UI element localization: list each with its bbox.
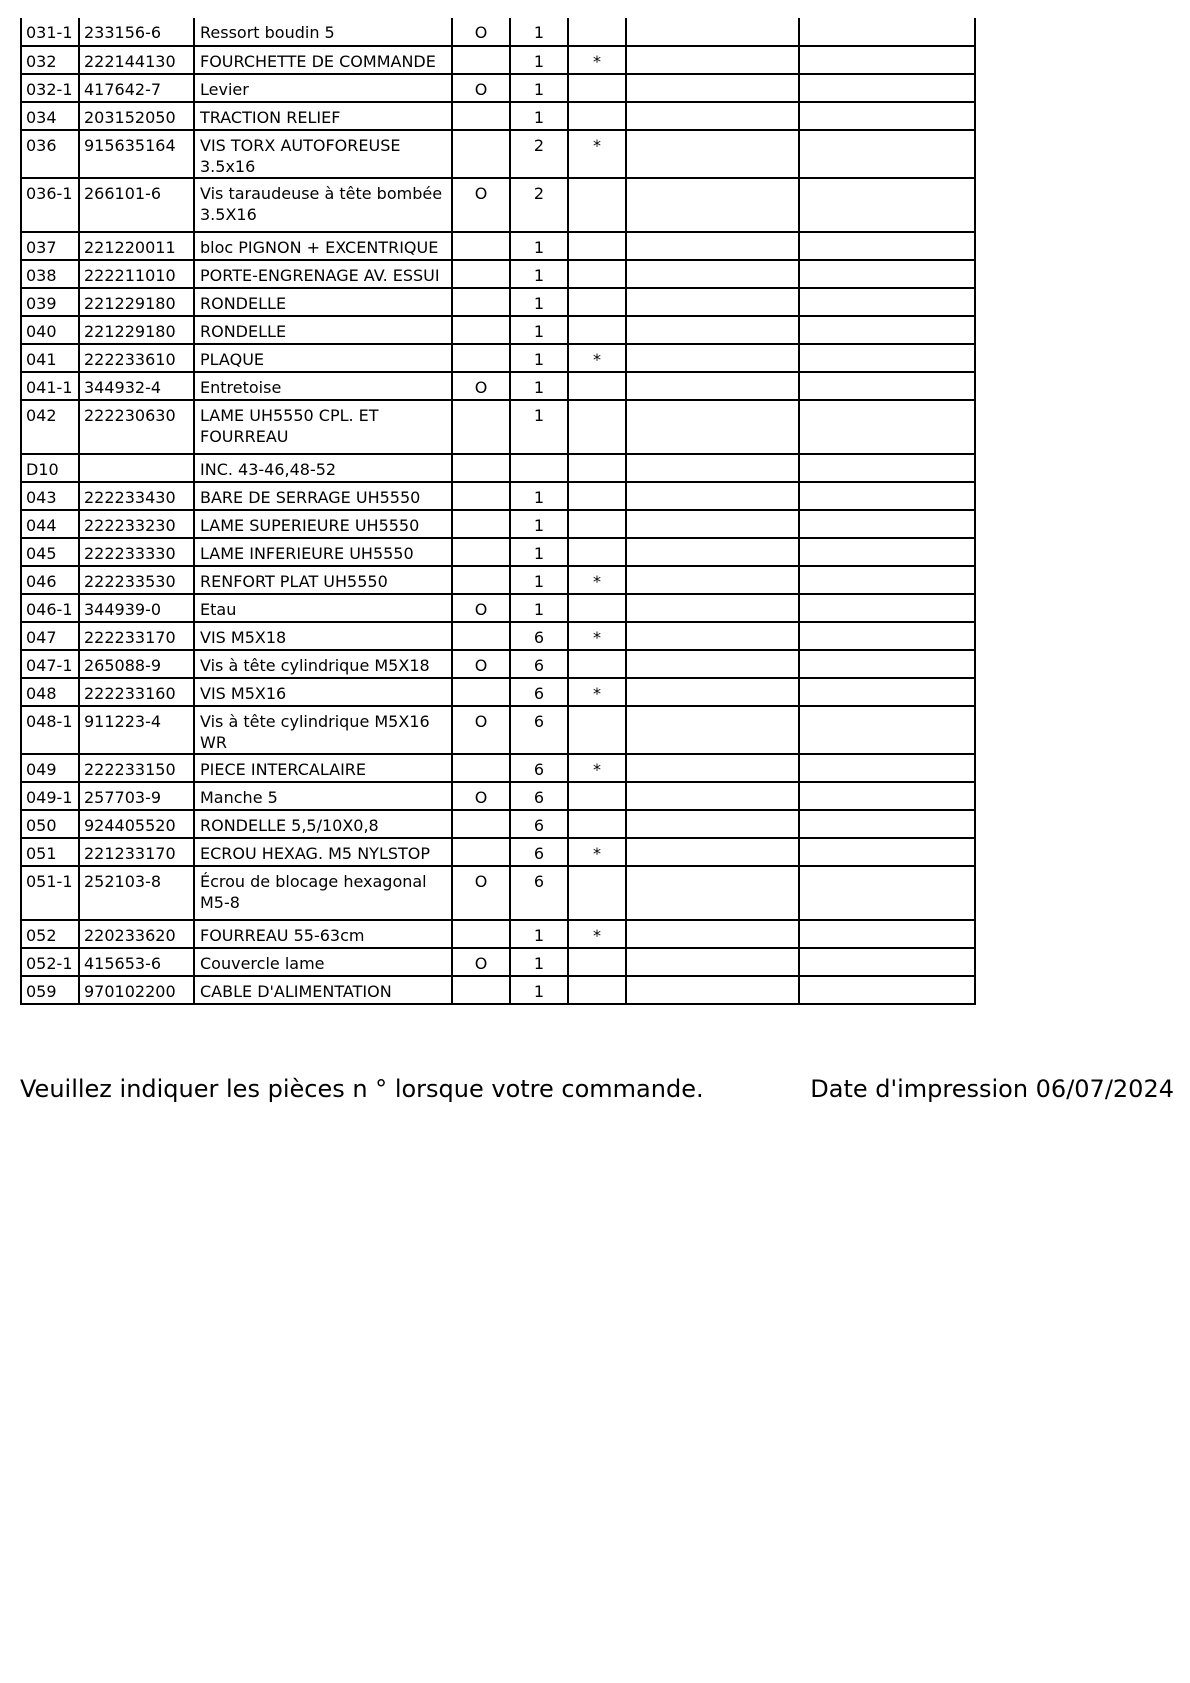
- parts-table-body: [21, 18, 975, 1004]
- empty-cell-1: [626, 810, 799, 838]
- description-cell: LAME INFERIEURE UH5550: [194, 538, 452, 566]
- description-cell: BARE DE SERRAGE UH5550: [194, 482, 452, 510]
- part-number-cell: 970102200: [79, 976, 194, 1004]
- ref-cell: 046-1: [21, 594, 79, 622]
- ref-cell: 051-1: [21, 866, 79, 920]
- table-row: [21, 316, 975, 344]
- empty-cell-2: [799, 510, 975, 538]
- table-row: [21, 866, 975, 920]
- ref-cell: 046: [21, 566, 79, 594]
- ref-cell: 038: [21, 260, 79, 288]
- empty-cell-1: [626, 288, 799, 316]
- table-row: [21, 232, 975, 260]
- part-number-cell: 344939-0: [79, 594, 194, 622]
- empty-cell-2: [799, 594, 975, 622]
- description-cell: Vis à tête cylindrique M5X18: [194, 650, 452, 678]
- table-row: [21, 344, 975, 372]
- mark-cell: *: [568, 754, 626, 782]
- empty-cell-1: [626, 706, 799, 754]
- empty-cell-1: [626, 372, 799, 400]
- ref-cell: 042: [21, 400, 79, 454]
- table-row: [21, 678, 975, 706]
- quantity-cell: 6: [510, 838, 568, 866]
- option-cell: [452, 566, 510, 594]
- empty-cell-1: [626, 74, 799, 102]
- empty-cell-2: [799, 866, 975, 920]
- description-cell: VIS TORX AUTOFOREUSE 3.5x16: [194, 130, 452, 178]
- ref-cell: 048: [21, 678, 79, 706]
- description-cell: LAME SUPERIEURE UH5550: [194, 510, 452, 538]
- empty-cell-2: [799, 344, 975, 372]
- empty-cell-1: [626, 344, 799, 372]
- empty-cell-1: [626, 538, 799, 566]
- description-cell: Écrou de blocage hexagonal M5-8: [194, 866, 452, 920]
- mark-cell: [568, 372, 626, 400]
- option-cell: [452, 288, 510, 316]
- option-cell: O: [452, 948, 510, 976]
- table-row: [21, 454, 975, 482]
- ref-cell: 050: [21, 810, 79, 838]
- description-cell: PORTE-ENGRENAGE AV. ESSUI: [194, 260, 452, 288]
- part-number-cell: 222144130: [79, 46, 194, 74]
- table-row: [21, 948, 975, 976]
- ref-cell: 036-1: [21, 178, 79, 232]
- table-row: [21, 372, 975, 400]
- empty-cell-2: [799, 316, 975, 344]
- empty-cell-1: [626, 178, 799, 232]
- ref-cell: 037: [21, 232, 79, 260]
- option-cell: [452, 622, 510, 650]
- empty-cell-1: [626, 754, 799, 782]
- mark-cell: [568, 650, 626, 678]
- part-number-cell: 222233530: [79, 566, 194, 594]
- quantity-cell: 1: [510, 538, 568, 566]
- part-number-cell: 915635164: [79, 130, 194, 178]
- empty-cell-2: [799, 260, 975, 288]
- mark-cell: [568, 74, 626, 102]
- part-number-cell: 344932-4: [79, 372, 194, 400]
- option-cell: [452, 232, 510, 260]
- empty-cell-1: [626, 46, 799, 74]
- option-cell: O: [452, 18, 510, 46]
- ref-cell: 045: [21, 538, 79, 566]
- table-row: [21, 130, 975, 178]
- empty-cell-2: [799, 650, 975, 678]
- description-cell: Couvercle lame: [194, 948, 452, 976]
- description-cell: TRACTION RELIEF: [194, 102, 452, 130]
- empty-cell-2: [799, 74, 975, 102]
- table-row: [21, 510, 975, 538]
- empty-cell-2: [799, 232, 975, 260]
- table-row: [21, 920, 975, 948]
- option-cell: [452, 538, 510, 566]
- table-row: [21, 74, 975, 102]
- option-cell: [452, 920, 510, 948]
- table-row: [21, 482, 975, 510]
- part-number-cell: 222233330: [79, 538, 194, 566]
- description-cell: PLAQUE: [194, 344, 452, 372]
- ref-cell: 048-1: [21, 706, 79, 754]
- quantity-cell: [510, 454, 568, 482]
- empty-cell-2: [799, 838, 975, 866]
- table-row: [21, 260, 975, 288]
- empty-cell-2: [799, 538, 975, 566]
- mark-cell: [568, 538, 626, 566]
- description-cell: VIS M5X16: [194, 678, 452, 706]
- option-cell: O: [452, 650, 510, 678]
- option-cell: [452, 510, 510, 538]
- ref-cell: 031-1: [21, 18, 79, 46]
- option-cell: [452, 46, 510, 74]
- empty-cell-2: [799, 566, 975, 594]
- option-cell: O: [452, 74, 510, 102]
- description-cell: ECROU HEXAG. M5 NYLSTOP: [194, 838, 452, 866]
- ref-cell: 049: [21, 754, 79, 782]
- part-number-cell: 203152050: [79, 102, 194, 130]
- part-number-cell: 222230630: [79, 400, 194, 454]
- option-cell: [452, 678, 510, 706]
- empty-cell-1: [626, 18, 799, 46]
- parts-table: [20, 18, 976, 1005]
- empty-cell-2: [799, 400, 975, 454]
- empty-cell-2: [799, 678, 975, 706]
- quantity-cell: 6: [510, 810, 568, 838]
- option-cell: [452, 260, 510, 288]
- quantity-cell: 1: [510, 566, 568, 594]
- mark-cell: [568, 706, 626, 754]
- empty-cell-2: [799, 920, 975, 948]
- empty-cell-1: [626, 482, 799, 510]
- mark-cell: [568, 316, 626, 344]
- empty-cell-2: [799, 754, 975, 782]
- mark-cell: *: [568, 838, 626, 866]
- description-cell: Manche 5: [194, 782, 452, 810]
- description-cell: RONDELLE: [194, 316, 452, 344]
- part-number-cell: [79, 454, 194, 482]
- option-cell: [452, 810, 510, 838]
- option-cell: O: [452, 866, 510, 920]
- description-cell: RENFORT PLAT UH5550: [194, 566, 452, 594]
- empty-cell-2: [799, 482, 975, 510]
- quantity-cell: 6: [510, 866, 568, 920]
- mark-cell: *: [568, 622, 626, 650]
- description-cell: CABLE D'ALIMENTATION: [194, 976, 452, 1004]
- ref-cell: 039: [21, 288, 79, 316]
- part-number-cell: 415653-6: [79, 948, 194, 976]
- table-row: [21, 566, 975, 594]
- mark-cell: *: [568, 920, 626, 948]
- option-cell: O: [452, 372, 510, 400]
- mark-cell: *: [568, 344, 626, 372]
- part-number-cell: 257703-9: [79, 782, 194, 810]
- empty-cell-2: [799, 102, 975, 130]
- quantity-cell: 6: [510, 622, 568, 650]
- description-cell: FOURCHETTE DE COMMANDE: [194, 46, 452, 74]
- option-cell: [452, 316, 510, 344]
- ref-cell: D10: [21, 454, 79, 482]
- empty-cell-2: [799, 372, 975, 400]
- ref-cell: 059: [21, 976, 79, 1004]
- empty-cell-1: [626, 594, 799, 622]
- table-row: [21, 810, 975, 838]
- empty-cell-2: [799, 948, 975, 976]
- option-cell: [452, 754, 510, 782]
- mark-cell: [568, 102, 626, 130]
- option-cell: [452, 976, 510, 1004]
- print-date: Date d'impression 06/07/2024: [810, 1075, 1174, 1103]
- description-cell: LAME UH5550 CPL. ET FOURREAU: [194, 400, 452, 454]
- order-note: Veuillez indiquer les pièces n ° lorsque votre commande.: [20, 1075, 704, 1103]
- part-number-cell: 265088-9: [79, 650, 194, 678]
- empty-cell-1: [626, 566, 799, 594]
- empty-cell-1: [626, 650, 799, 678]
- ref-cell: 036: [21, 130, 79, 178]
- quantity-cell: 6: [510, 650, 568, 678]
- table-row: [21, 976, 975, 1004]
- quantity-cell: 1: [510, 948, 568, 976]
- empty-cell-2: [799, 178, 975, 232]
- description-cell: Ressort boudin 5: [194, 18, 452, 46]
- quantity-cell: 1: [510, 288, 568, 316]
- quantity-cell: 1: [510, 18, 568, 46]
- empty-cell-1: [626, 130, 799, 178]
- mark-cell: *: [568, 678, 626, 706]
- option-cell: [452, 838, 510, 866]
- description-cell: VIS M5X18: [194, 622, 452, 650]
- mark-cell: [568, 232, 626, 260]
- part-number-cell: 221220011: [79, 232, 194, 260]
- part-number-cell: 220233620: [79, 920, 194, 948]
- part-number-cell: 252103-8: [79, 866, 194, 920]
- table-row: [21, 838, 975, 866]
- empty-cell-1: [626, 454, 799, 482]
- option-cell: [452, 454, 510, 482]
- ref-cell: 049-1: [21, 782, 79, 810]
- ref-cell: 032: [21, 46, 79, 74]
- description-cell: INC. 43-46,48-52: [194, 454, 452, 482]
- empty-cell-1: [626, 976, 799, 1004]
- mark-cell: [568, 288, 626, 316]
- table-row: [21, 782, 975, 810]
- mark-cell: [568, 948, 626, 976]
- mark-cell: *: [568, 566, 626, 594]
- empty-cell-1: [626, 510, 799, 538]
- empty-cell-2: [799, 976, 975, 1004]
- empty-cell-1: [626, 838, 799, 866]
- quantity-cell: 1: [510, 316, 568, 344]
- empty-cell-1: [626, 102, 799, 130]
- mark-cell: [568, 866, 626, 920]
- part-number-cell: 222233170: [79, 622, 194, 650]
- ref-cell: 052-1: [21, 948, 79, 976]
- empty-cell-1: [626, 400, 799, 454]
- table-row: [21, 18, 975, 46]
- table-row: [21, 622, 975, 650]
- table-row: [21, 754, 975, 782]
- option-cell: [452, 482, 510, 510]
- part-number-cell: 222233230: [79, 510, 194, 538]
- empty-cell-2: [799, 622, 975, 650]
- quantity-cell: 1: [510, 594, 568, 622]
- table-row: [21, 288, 975, 316]
- description-cell: Levier: [194, 74, 452, 102]
- option-cell: O: [452, 782, 510, 810]
- mark-cell: [568, 18, 626, 46]
- part-number-cell: 911223-4: [79, 706, 194, 754]
- quantity-cell: 1: [510, 46, 568, 74]
- quantity-cell: 1: [510, 400, 568, 454]
- mark-cell: [568, 482, 626, 510]
- table-row: [21, 178, 975, 232]
- part-number-cell: 222233610: [79, 344, 194, 372]
- option-cell: [452, 102, 510, 130]
- mark-cell: [568, 454, 626, 482]
- empty-cell-2: [799, 706, 975, 754]
- ref-cell: 047: [21, 622, 79, 650]
- quantity-cell: 1: [510, 372, 568, 400]
- ref-cell: 041-1: [21, 372, 79, 400]
- part-number-cell: 266101-6: [79, 178, 194, 232]
- description-cell: RONDELLE: [194, 288, 452, 316]
- empty-cell-1: [626, 782, 799, 810]
- part-number-cell: 221229180: [79, 288, 194, 316]
- mark-cell: [568, 510, 626, 538]
- description-cell: Etau: [194, 594, 452, 622]
- ref-cell: 052: [21, 920, 79, 948]
- mark-cell: [568, 400, 626, 454]
- option-cell: O: [452, 178, 510, 232]
- quantity-cell: 6: [510, 678, 568, 706]
- empty-cell-2: [799, 18, 975, 46]
- option-cell: [452, 344, 510, 372]
- part-number-cell: 233156-6: [79, 18, 194, 46]
- ref-cell: 041: [21, 344, 79, 372]
- ref-cell: 043: [21, 482, 79, 510]
- empty-cell-1: [626, 948, 799, 976]
- table-row: [21, 538, 975, 566]
- quantity-cell: 6: [510, 754, 568, 782]
- table-row: [21, 594, 975, 622]
- mark-cell: [568, 810, 626, 838]
- quantity-cell: 1: [510, 344, 568, 372]
- empty-cell-1: [626, 866, 799, 920]
- empty-cell-1: [626, 920, 799, 948]
- empty-cell-1: [626, 316, 799, 344]
- description-cell: Vis à tête cylindrique M5X16 WR: [194, 706, 452, 754]
- mark-cell: [568, 594, 626, 622]
- mark-cell: [568, 976, 626, 1004]
- quantity-cell: 6: [510, 706, 568, 754]
- quantity-cell: 1: [510, 74, 568, 102]
- part-number-cell: 221233170: [79, 838, 194, 866]
- empty-cell-1: [626, 232, 799, 260]
- ref-cell: 032-1: [21, 74, 79, 102]
- part-number-cell: 417642-7: [79, 74, 194, 102]
- description-cell: FOURREAU 55-63cm: [194, 920, 452, 948]
- quantity-cell: 1: [510, 482, 568, 510]
- ref-cell: 051: [21, 838, 79, 866]
- option-cell: O: [452, 706, 510, 754]
- option-cell: O: [452, 594, 510, 622]
- part-number-cell: 222233160: [79, 678, 194, 706]
- option-cell: [452, 400, 510, 454]
- empty-cell-1: [626, 622, 799, 650]
- part-number-cell: 221229180: [79, 316, 194, 344]
- table-row: [21, 102, 975, 130]
- ref-cell: 044: [21, 510, 79, 538]
- description-cell: Entretoise: [194, 372, 452, 400]
- part-number-cell: 222211010: [79, 260, 194, 288]
- ref-cell: 034: [21, 102, 79, 130]
- empty-cell-2: [799, 130, 975, 178]
- mark-cell: [568, 782, 626, 810]
- quantity-cell: 6: [510, 782, 568, 810]
- part-number-cell: 222233430: [79, 482, 194, 510]
- quantity-cell: 1: [510, 102, 568, 130]
- table-row: [21, 706, 975, 754]
- empty-cell-1: [626, 260, 799, 288]
- mark-cell: [568, 260, 626, 288]
- empty-cell-2: [799, 46, 975, 74]
- part-number-cell: 222233150: [79, 754, 194, 782]
- ref-cell: 040: [21, 316, 79, 344]
- option-cell: [452, 130, 510, 178]
- quantity-cell: 1: [510, 920, 568, 948]
- description-cell: PIECE INTERCALAIRE: [194, 754, 452, 782]
- quantity-cell: 2: [510, 178, 568, 232]
- empty-cell-2: [799, 288, 975, 316]
- table-row: [21, 650, 975, 678]
- mark-cell: [568, 178, 626, 232]
- table-row: [21, 46, 975, 74]
- quantity-cell: 1: [510, 510, 568, 538]
- empty-cell-2: [799, 782, 975, 810]
- quantity-cell: 1: [510, 976, 568, 1004]
- description-cell: RONDELLE 5,5/10X0,8: [194, 810, 452, 838]
- mark-cell: *: [568, 130, 626, 178]
- ref-cell: 047-1: [21, 650, 79, 678]
- quantity-cell: 1: [510, 260, 568, 288]
- table-row: [21, 400, 975, 454]
- mark-cell: *: [568, 46, 626, 74]
- empty-cell-1: [626, 678, 799, 706]
- empty-cell-2: [799, 810, 975, 838]
- quantity-cell: 1: [510, 232, 568, 260]
- part-number-cell: 924405520: [79, 810, 194, 838]
- quantity-cell: 2: [510, 130, 568, 178]
- description-cell: Vis taraudeuse à tête bombée 3.5X16: [194, 178, 452, 232]
- empty-cell-2: [799, 454, 975, 482]
- description-cell: bloc PIGNON + EXCENTRIQUE: [194, 232, 452, 260]
